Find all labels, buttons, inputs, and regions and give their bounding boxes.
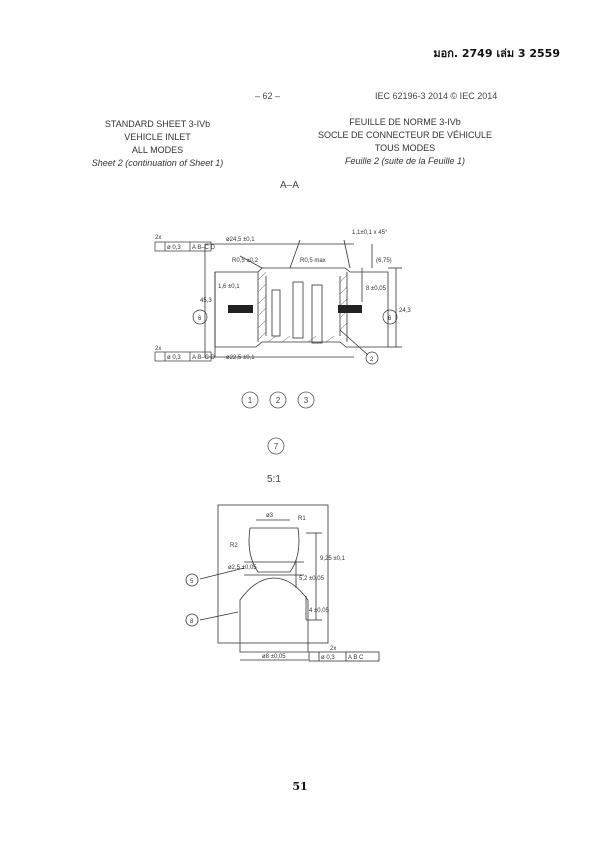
left-line1: VEHICLE INLET bbox=[124, 132, 191, 142]
left-dim-b: 1,6 ±0,1 bbox=[218, 284, 240, 290]
iec-reference: IEC 62196-3 2014 © IEC 2014 bbox=[375, 91, 498, 101]
tol-top-count: 2x bbox=[155, 235, 162, 241]
detail-height-a: 5,2 ±0,05 bbox=[299, 576, 324, 582]
height-c: 24,3 bbox=[399, 308, 411, 314]
detail-dim-top: ø3 bbox=[266, 513, 274, 519]
seal-left bbox=[228, 305, 253, 313]
detail-dim-mid: ø2,5 ±0,05 bbox=[228, 565, 257, 571]
tol-bot-ref: A B–C D bbox=[192, 355, 216, 361]
tol-bot-value: ø 0,3 bbox=[167, 355, 181, 361]
right-sheet: Feuille 2 (suite de la Feuille 1) bbox=[344, 156, 466, 166]
balloon-part-label: 2 bbox=[370, 357, 374, 363]
detail-height-c: 4 ±0,05 bbox=[309, 608, 329, 614]
left-line2: ALL MODES bbox=[131, 145, 184, 155]
tol-top-value: ø 0,3 bbox=[167, 245, 181, 251]
detail-dim-bottom: ø8 ±0,05 bbox=[262, 654, 286, 660]
balloon-1-label: 1 bbox=[247, 396, 253, 405]
dim-bottom-diameter: ø22,5 ±0,1 bbox=[226, 355, 255, 361]
standard-reference: มอก. 2749 เล่ม 3 2559 bbox=[433, 47, 560, 60]
left-sheet: Sheet 2 (continuation of Sheet 1) bbox=[91, 158, 224, 168]
detail-drawing bbox=[186, 505, 379, 661]
right-line2: TOUS MODES bbox=[374, 143, 436, 153]
page-marker: – 62 – bbox=[255, 91, 281, 101]
seal-right bbox=[338, 305, 362, 313]
right-line1: SOCLE DE CONNECTEUR DE VÉHICULE bbox=[317, 130, 493, 140]
left-title: STANDARD SHEET 3-IVb bbox=[104, 119, 211, 129]
detail-tol-ref: A B C bbox=[348, 655, 364, 661]
detail-tolerance-frame bbox=[309, 652, 379, 661]
tol-top-ref: A B–C D bbox=[192, 245, 216, 251]
detail-frame bbox=[218, 505, 328, 643]
detail-lower-profile bbox=[240, 578, 308, 652]
left-dim-a: 45,3 bbox=[200, 298, 212, 304]
detail-radius-top: R1 bbox=[298, 516, 306, 522]
radius-left: R0,5 ±0,2 bbox=[232, 258, 258, 264]
balloon-2-label: 2 bbox=[275, 396, 281, 405]
chamfer-dim: 1,1±0,1 x 45° bbox=[352, 230, 388, 236]
balloon-right-label: 6 bbox=[388, 316, 392, 322]
detail-balloon-a-label: 5 bbox=[190, 579, 194, 585]
detail-balloon-b-label: 8 bbox=[190, 619, 194, 625]
balloon-left-label: 6 bbox=[198, 316, 202, 322]
right-title: FEUILLE DE NORME 3-IVb bbox=[349, 117, 461, 127]
section-label: A–A bbox=[280, 180, 299, 191]
detail-tol-value: ø 0,3 bbox=[321, 655, 335, 661]
tol-bot-count: 2x bbox=[155, 346, 162, 352]
dim-top-diameter: ø24,5 ±0,1 bbox=[226, 237, 255, 243]
scale-label: 5:1 bbox=[267, 474, 281, 485]
height-b: 8 ±0,05 bbox=[366, 286, 386, 292]
height-a: (6,75) bbox=[376, 258, 392, 264]
detail-radius-left: R2 bbox=[230, 543, 238, 549]
page-number: 51 bbox=[292, 780, 308, 793]
detail-tol-count: 2x bbox=[330, 646, 337, 652]
balloon-7-label: 7 bbox=[273, 442, 279, 451]
detail-height-b: 9,25 ±0,1 bbox=[320, 556, 345, 562]
balloon-3-label: 3 bbox=[303, 396, 309, 405]
radius-right: R0,5 max bbox=[300, 258, 326, 264]
